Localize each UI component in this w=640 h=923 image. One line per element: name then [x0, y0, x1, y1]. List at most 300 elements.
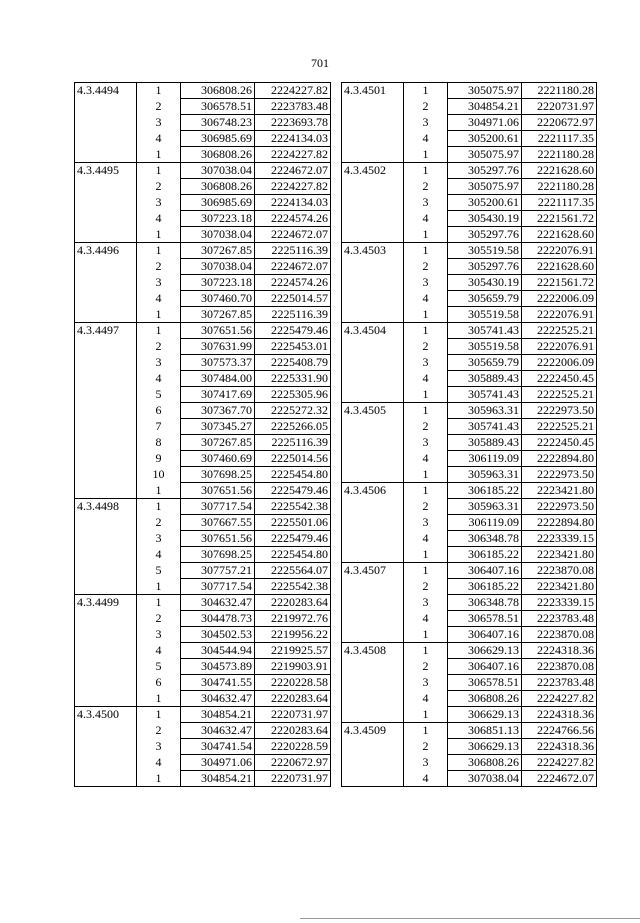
parcel-id-cell	[342, 259, 404, 275]
y-coordinate-cell: 2221180.28	[522, 83, 597, 99]
y-coordinate-cell: 2221180.28	[522, 179, 597, 195]
table-row	[342, 115, 597, 131]
x-coordinate-cell: 305889.43	[448, 435, 522, 451]
table-row	[342, 227, 597, 243]
parcel-id-cell	[342, 99, 404, 115]
parcel-id-cell	[75, 515, 137, 531]
x-coordinate-cell: 307038.04	[181, 227, 255, 243]
point-number-cell: 1	[137, 499, 181, 515]
point-number-cell: 4	[404, 771, 448, 787]
parcel-id-cell: 4.3.4497	[75, 323, 137, 339]
table-body-left	[75, 83, 331, 787]
point-number-cell: 4	[404, 531, 448, 547]
table-row	[75, 115, 331, 131]
parcel-id-cell	[342, 595, 404, 611]
point-number-cell: 1	[404, 643, 448, 659]
table-row	[75, 467, 331, 483]
x-coordinate-cell: 306407.16	[448, 627, 522, 643]
x-coordinate-cell: 306348.78	[448, 595, 522, 611]
y-coordinate-cell: 2219972.76	[255, 611, 331, 627]
y-coordinate-cell: 2225479.46	[255, 323, 331, 339]
parcel-id-cell: 4.3.4499	[75, 595, 137, 611]
y-coordinate-cell: 2225116.39	[255, 435, 331, 451]
y-coordinate-cell: 2225542.38	[255, 499, 331, 515]
parcel-id-cell	[342, 579, 404, 595]
parcel-id-cell	[342, 147, 404, 163]
y-coordinate-cell: 2225331.90	[255, 371, 331, 387]
x-coordinate-cell: 304573.89	[181, 659, 255, 675]
parcel-id-cell	[75, 755, 137, 771]
x-coordinate-cell: 305741.43	[448, 323, 522, 339]
parcel-id-cell	[342, 275, 404, 291]
point-number-cell: 9	[137, 451, 181, 467]
point-number-cell: 4	[404, 371, 448, 387]
table-row	[75, 355, 331, 371]
table-row	[75, 723, 331, 739]
x-coordinate-cell: 307267.85	[181, 243, 255, 259]
table-row	[75, 595, 331, 611]
point-number-cell: 1	[137, 307, 181, 323]
y-coordinate-cell: 2225014.57	[255, 291, 331, 307]
x-coordinate-cell: 305519.58	[448, 243, 522, 259]
y-coordinate-cell: 2224672.07	[522, 771, 597, 787]
y-coordinate-cell: 2222006.09	[522, 291, 597, 307]
y-coordinate-cell: 2224672.07	[255, 163, 331, 179]
point-number-cell: 2	[404, 259, 448, 275]
parcel-id-cell	[342, 675, 404, 691]
parcel-id-cell	[75, 643, 137, 659]
table-row	[75, 339, 331, 355]
point-number-cell: 1	[137, 227, 181, 243]
x-coordinate-cell: 305659.79	[448, 355, 522, 371]
table-row	[342, 211, 597, 227]
point-number-cell: 1	[137, 483, 181, 499]
table-row	[342, 179, 597, 195]
y-coordinate-cell: 2222525.21	[522, 323, 597, 339]
y-coordinate-cell: 2220731.97	[255, 707, 331, 723]
y-coordinate-cell: 2221561.72	[522, 275, 597, 291]
y-coordinate-cell: 2223870.08	[522, 659, 597, 675]
point-number-cell: 4	[137, 547, 181, 563]
point-number-cell: 1	[404, 403, 448, 419]
parcel-id-cell: 4.3.4508	[342, 643, 404, 659]
table-row	[342, 627, 597, 643]
parcel-id-cell	[342, 755, 404, 771]
point-number-cell: 6	[137, 403, 181, 419]
point-number-cell: 1	[404, 147, 448, 163]
point-number-cell: 3	[404, 435, 448, 451]
parcel-id-cell	[342, 691, 404, 707]
parcel-id-cell	[75, 611, 137, 627]
parcel-id-cell	[342, 227, 404, 243]
parcel-id-cell: 4.3.4505	[342, 403, 404, 419]
point-number-cell: 3	[404, 675, 448, 691]
y-coordinate-cell: 2221117.35	[522, 131, 597, 147]
table-row	[75, 739, 331, 755]
parcel-id-cell	[75, 179, 137, 195]
point-number-cell: 2	[404, 739, 448, 755]
table-row	[75, 211, 331, 227]
x-coordinate-cell: 305297.76	[448, 259, 522, 275]
y-coordinate-cell: 2223421.80	[522, 483, 597, 499]
parcel-id-cell	[342, 371, 404, 387]
parcel-id-cell	[75, 275, 137, 291]
y-coordinate-cell: 2225501.06	[255, 515, 331, 531]
table-row	[342, 675, 597, 691]
y-coordinate-cell: 2224574.26	[255, 211, 331, 227]
parcel-id-cell	[342, 627, 404, 643]
y-coordinate-cell: 2222450.45	[522, 435, 597, 451]
y-coordinate-cell: 2223870.08	[522, 627, 597, 643]
x-coordinate-cell: 307698.25	[181, 547, 255, 563]
x-coordinate-cell: 307573.37	[181, 355, 255, 371]
parcel-id-cell	[75, 563, 137, 579]
y-coordinate-cell: 2221628.60	[522, 163, 597, 179]
parcel-id-cell	[75, 467, 137, 483]
table-row	[342, 531, 597, 547]
point-number-cell: 3	[137, 355, 181, 371]
y-coordinate-cell: 2220228.58	[255, 675, 331, 691]
parcel-id-cell	[75, 227, 137, 243]
point-number-cell: 3	[404, 355, 448, 371]
y-coordinate-cell: 2220731.97	[522, 99, 597, 115]
table-row	[342, 691, 597, 707]
x-coordinate-cell: 307651.56	[181, 483, 255, 499]
table-row	[342, 563, 597, 579]
y-coordinate-cell: 2224574.26	[255, 275, 331, 291]
y-coordinate-cell: 2221561.72	[522, 211, 597, 227]
table-row	[342, 515, 597, 531]
point-number-cell: 1	[137, 691, 181, 707]
table-row	[75, 291, 331, 307]
point-number-cell: 4	[404, 611, 448, 627]
point-number-cell: 2	[137, 515, 181, 531]
point-number-cell: 4	[137, 643, 181, 659]
point-number-cell: 2	[137, 339, 181, 355]
page-number: 701	[311, 56, 329, 70]
table-row	[342, 707, 597, 723]
table-row	[75, 547, 331, 563]
parcel-id-cell	[75, 307, 137, 323]
point-number-cell: 5	[137, 387, 181, 403]
point-number-cell: 1	[137, 83, 181, 99]
y-coordinate-cell: 2222076.91	[522, 339, 597, 355]
table-body-right	[342, 83, 597, 787]
point-number-cell: 2	[404, 659, 448, 675]
table-row	[75, 195, 331, 211]
parcel-id-cell	[342, 307, 404, 323]
parcel-id-cell	[342, 499, 404, 515]
point-number-cell: 2	[404, 179, 448, 195]
y-coordinate-cell: 2225479.46	[255, 483, 331, 499]
parcel-id-cell	[75, 339, 137, 355]
parcel-id-cell	[75, 387, 137, 403]
parcel-id-cell	[342, 659, 404, 675]
y-coordinate-cell: 2222894.80	[522, 451, 597, 467]
y-coordinate-cell: 2224134.03	[255, 195, 331, 211]
y-coordinate-cell: 2222076.91	[522, 307, 597, 323]
point-number-cell: 1	[137, 147, 181, 163]
x-coordinate-cell: 306985.69	[181, 131, 255, 147]
point-number-cell: 5	[137, 659, 181, 675]
x-coordinate-cell: 305659.79	[448, 291, 522, 307]
x-coordinate-cell: 305200.61	[448, 195, 522, 211]
y-coordinate-cell: 2225014.56	[255, 451, 331, 467]
point-number-cell: 4	[404, 291, 448, 307]
point-number-cell: 1	[404, 163, 448, 179]
y-coordinate-cell: 2223783.48	[255, 99, 331, 115]
table-row	[342, 755, 597, 771]
parcel-id-cell	[342, 435, 404, 451]
point-number-cell: 1	[137, 243, 181, 259]
parcel-id-cell: 4.3.4506	[342, 483, 404, 499]
parcel-id-cell	[342, 771, 404, 787]
x-coordinate-cell: 304971.06	[448, 115, 522, 131]
parcel-id-cell	[75, 675, 137, 691]
point-number-cell: 2	[404, 99, 448, 115]
x-coordinate-cell: 306578.51	[181, 99, 255, 115]
point-number-cell: 2	[137, 259, 181, 275]
x-coordinate-cell: 306851.13	[448, 723, 522, 739]
x-coordinate-cell: 305963.31	[448, 403, 522, 419]
table-row	[342, 355, 597, 371]
table-row	[75, 627, 331, 643]
x-coordinate-cell: 305200.61	[448, 131, 522, 147]
parcel-id-cell	[342, 547, 404, 563]
x-coordinate-cell: 305430.19	[448, 275, 522, 291]
parcel-id-cell: 4.3.4509	[342, 723, 404, 739]
y-coordinate-cell: 2223870.08	[522, 563, 597, 579]
x-coordinate-cell: 307267.85	[181, 307, 255, 323]
table-row	[342, 611, 597, 627]
x-coordinate-cell: 307038.04	[448, 771, 522, 787]
parcel-id-cell: 4.3.4503	[342, 243, 404, 259]
table-row	[75, 259, 331, 275]
parcel-id-cell	[342, 339, 404, 355]
point-number-cell: 8	[137, 435, 181, 451]
point-number-cell: 1	[137, 163, 181, 179]
point-number-cell: 3	[137, 115, 181, 131]
parcel-id-cell	[75, 291, 137, 307]
x-coordinate-cell: 306348.78	[448, 531, 522, 547]
y-coordinate-cell: 2222973.50	[522, 467, 597, 483]
y-coordinate-cell: 2224766.56	[522, 723, 597, 739]
x-coordinate-cell: 307460.70	[181, 291, 255, 307]
table-row	[75, 563, 331, 579]
y-coordinate-cell: 2225116.39	[255, 243, 331, 259]
table-row	[342, 595, 597, 611]
y-coordinate-cell: 2225453.01	[255, 339, 331, 355]
x-coordinate-cell: 306407.16	[448, 563, 522, 579]
parcel-id-cell	[342, 387, 404, 403]
table-row	[75, 515, 331, 531]
x-coordinate-cell: 304478.73	[181, 611, 255, 627]
point-number-cell: 1	[404, 483, 448, 499]
parcel-id-cell	[342, 291, 404, 307]
point-number-cell: 2	[137, 611, 181, 627]
table-row	[75, 771, 331, 787]
x-coordinate-cell: 306808.26	[448, 691, 522, 707]
point-number-cell: 1	[137, 595, 181, 611]
table-row	[342, 387, 597, 403]
table-row	[342, 259, 597, 275]
parcel-id-cell	[342, 531, 404, 547]
x-coordinate-cell: 306629.13	[448, 707, 522, 723]
y-coordinate-cell: 2225408.79	[255, 355, 331, 371]
x-coordinate-cell: 307484.00	[181, 371, 255, 387]
point-number-cell: 3	[404, 515, 448, 531]
table-row	[75, 691, 331, 707]
x-coordinate-cell: 304632.47	[181, 723, 255, 739]
y-coordinate-cell: 2219903.91	[255, 659, 331, 675]
x-coordinate-cell: 306119.09	[448, 515, 522, 531]
table-row	[342, 147, 597, 163]
point-number-cell: 2	[404, 339, 448, 355]
table-row	[342, 771, 597, 787]
parcel-id-cell: 4.3.4502	[342, 163, 404, 179]
parcel-id-cell: 4.3.4495	[75, 163, 137, 179]
point-number-cell: 1	[404, 563, 448, 579]
x-coordinate-cell: 307651.56	[181, 531, 255, 547]
point-number-cell: 5	[137, 563, 181, 579]
y-coordinate-cell: 2224227.82	[522, 755, 597, 771]
parcel-id-cell	[342, 467, 404, 483]
table-row	[342, 291, 597, 307]
y-coordinate-cell: 2220731.97	[255, 771, 331, 787]
y-coordinate-cell: 2225479.46	[255, 531, 331, 547]
parcel-id-cell	[75, 723, 137, 739]
x-coordinate-cell: 306808.26	[181, 83, 255, 99]
table-row	[75, 579, 331, 595]
parcel-id-cell	[75, 211, 137, 227]
table-row	[75, 707, 331, 723]
x-coordinate-cell: 304854.21	[181, 771, 255, 787]
parcel-id-cell	[342, 211, 404, 227]
parcel-id-cell	[342, 515, 404, 531]
point-number-cell: 10	[137, 467, 181, 483]
table-row	[342, 339, 597, 355]
point-number-cell: 2	[137, 99, 181, 115]
y-coordinate-cell: 2225454.80	[255, 547, 331, 563]
parcel-id-cell	[75, 195, 137, 211]
table-row	[75, 675, 331, 691]
parcel-id-cell	[75, 739, 137, 755]
x-coordinate-cell: 306808.26	[181, 147, 255, 163]
x-coordinate-cell: 305963.31	[448, 499, 522, 515]
table-row	[75, 643, 331, 659]
parcel-id-cell	[75, 691, 137, 707]
parcel-id-cell	[75, 403, 137, 419]
table-row	[75, 499, 331, 515]
table-row	[75, 99, 331, 115]
y-coordinate-cell: 2221180.28	[522, 147, 597, 163]
y-coordinate-cell: 2223421.80	[522, 547, 597, 563]
y-coordinate-cell: 2223421.80	[522, 579, 597, 595]
table-row	[342, 131, 597, 147]
y-coordinate-cell: 2225272.32	[255, 403, 331, 419]
point-number-cell: 3	[404, 755, 448, 771]
x-coordinate-cell: 306119.09	[448, 451, 522, 467]
table-row	[342, 643, 597, 659]
point-number-cell: 1	[404, 627, 448, 643]
y-coordinate-cell: 2222525.21	[522, 387, 597, 403]
parcel-id-cell	[342, 115, 404, 131]
table-row	[342, 435, 597, 451]
x-coordinate-cell: 304544.94	[181, 643, 255, 659]
table-row	[75, 531, 331, 547]
parcel-id-cell: 4.3.4494	[75, 83, 137, 99]
table-row	[342, 451, 597, 467]
y-coordinate-cell: 2224672.07	[255, 227, 331, 243]
x-coordinate-cell: 307717.54	[181, 499, 255, 515]
y-coordinate-cell: 2224318.36	[522, 643, 597, 659]
parcel-id-cell: 4.3.4498	[75, 499, 137, 515]
y-coordinate-cell: 2220228.59	[255, 739, 331, 755]
table-row	[75, 755, 331, 771]
point-number-cell: 1	[404, 83, 448, 99]
parcel-id-cell	[342, 707, 404, 723]
point-number-cell: 1	[137, 771, 181, 787]
point-number-cell: 1	[404, 243, 448, 259]
parcel-id-cell	[75, 371, 137, 387]
y-coordinate-cell: 2222894.80	[522, 515, 597, 531]
x-coordinate-cell: 306985.69	[181, 195, 255, 211]
y-coordinate-cell: 2219925.57	[255, 643, 331, 659]
x-coordinate-cell: 307038.04	[181, 163, 255, 179]
x-coordinate-cell: 305075.97	[448, 83, 522, 99]
table-row	[342, 467, 597, 483]
point-number-cell: 1	[137, 323, 181, 339]
point-number-cell: 3	[404, 595, 448, 611]
point-number-cell: 4	[137, 131, 181, 147]
x-coordinate-cell: 306407.16	[448, 659, 522, 675]
parcel-id-cell	[75, 547, 137, 563]
table-row	[342, 307, 597, 323]
table-row	[342, 275, 597, 291]
point-number-cell: 3	[404, 275, 448, 291]
table-row	[342, 659, 597, 675]
table-row	[342, 371, 597, 387]
parcel-id-cell	[75, 419, 137, 435]
y-coordinate-cell: 2219956.22	[255, 627, 331, 643]
y-coordinate-cell: 2222006.09	[522, 355, 597, 371]
parcel-id-cell: 4.3.4504	[342, 323, 404, 339]
point-number-cell: 2	[404, 419, 448, 435]
parcel-id-cell	[342, 179, 404, 195]
table-row	[75, 131, 331, 147]
y-coordinate-cell: 2222450.45	[522, 371, 597, 387]
x-coordinate-cell: 307345.27	[181, 419, 255, 435]
point-number-cell: 3	[137, 739, 181, 755]
table-row	[75, 419, 331, 435]
parcel-id-cell	[342, 355, 404, 371]
parcel-id-cell	[342, 419, 404, 435]
table-row	[75, 163, 331, 179]
y-coordinate-cell: 2222973.50	[522, 403, 597, 419]
y-coordinate-cell: 2221628.60	[522, 227, 597, 243]
table-row	[342, 499, 597, 515]
x-coordinate-cell: 306578.51	[448, 675, 522, 691]
x-coordinate-cell: 306748.23	[181, 115, 255, 131]
parcel-id-cell	[75, 579, 137, 595]
x-coordinate-cell: 305075.97	[448, 179, 522, 195]
table-row	[75, 227, 331, 243]
point-number-cell: 2	[137, 179, 181, 195]
x-coordinate-cell: 304632.47	[181, 691, 255, 707]
y-coordinate-cell: 2225305.96	[255, 387, 331, 403]
parcel-id-cell: 4.3.4496	[75, 243, 137, 259]
table-row	[75, 451, 331, 467]
